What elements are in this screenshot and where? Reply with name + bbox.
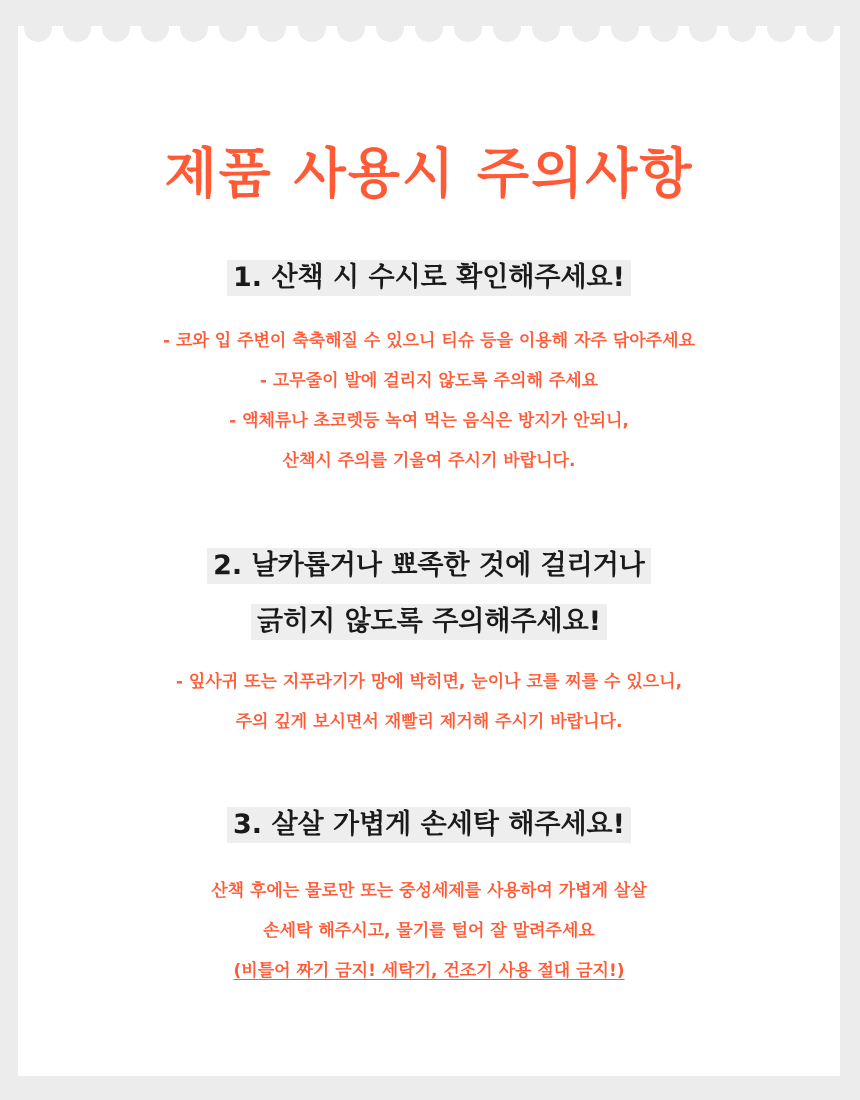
section-1-heading <box>18 260 840 296</box>
notice-content <box>18 26 840 1001</box>
section-2-heading-line-2 <box>18 604 840 640</box>
section-3-warning-line: (비틀어 짜기 금지! 세탁기, 건조기 사용 절대 금지!) <box>233 961 625 981</box>
section-2-line: 주의 깊게 보시면서 재빨리 제거해 주시기 바랍니다. <box>235 712 623 732</box>
section-2-line: - 잎사귀 또는 지푸라기가 망에 박히면, 눈이나 코를 찌를 수 있으니, <box>175 672 683 692</box>
section-2-body <box>18 672 840 732</box>
page-title: 제품 사용시 주의사항 <box>164 142 694 205</box>
section-3-heading-text: 3. 살살 가볍게 손세탁 해주세요! <box>227 807 631 843</box>
section-1-heading-text: 1. 산책 시 수시로 확인해주세요! <box>227 260 631 296</box>
section-1-body <box>18 331 840 471</box>
section-3-heading <box>18 807 840 843</box>
section-3-body <box>18 881 840 981</box>
section-2-heading-line-1 <box>18 548 840 584</box>
section-2-heading-text-1: 2. 날카롭거나 뾰족한 것에 걸리거나 <box>207 548 651 584</box>
section-1-line: 산책시 주의를 기울여 주시기 바랍니다. <box>282 451 576 471</box>
section-3-line: 손세탁 해주시고, 물기를 털어 잘 말려주세요 <box>263 921 595 941</box>
section-1-line: - 액체류나 초코렛등 녹여 먹는 음식은 방지가 안되니, <box>229 411 629 431</box>
section-3-line: 산책 후에는 물로만 또는 중성세제를 사용하여 가볍게 살살 <box>211 881 647 901</box>
section-1-line: - 코와 입 주변이 축축해질 수 있으니 티슈 등을 이용해 자주 닦아주세요 <box>163 331 695 351</box>
section-2-heading-text-2: 긁히지 않도록 주의해주세요! <box>251 604 607 640</box>
section-1-line: - 고무줄이 발에 걸리지 않도록 주의해 주세요 <box>259 371 599 391</box>
